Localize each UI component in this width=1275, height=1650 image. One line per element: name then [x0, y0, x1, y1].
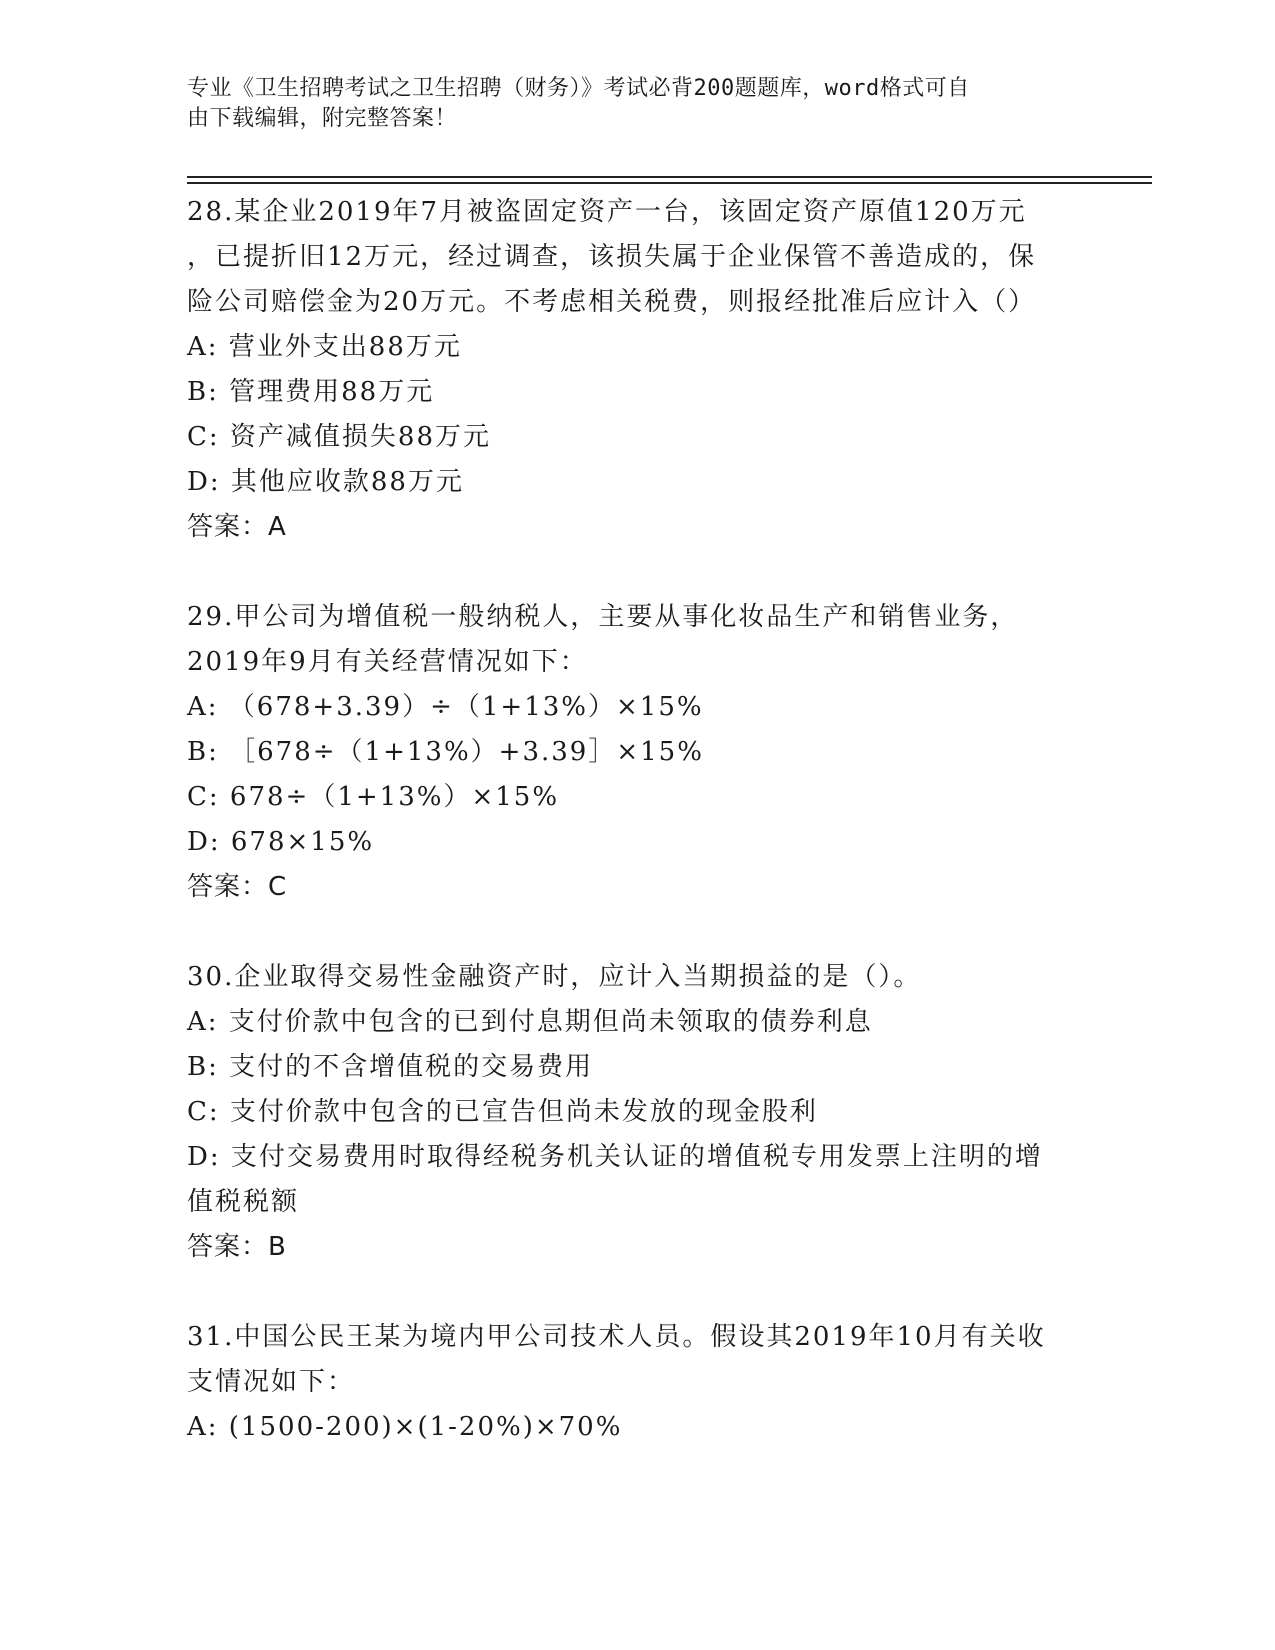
option-a: A: (1500-200)×(1-20%)×70% [187, 1412, 623, 1442]
header-line-2: 由下载编辑，附完整答案！ [187, 106, 458, 131]
question-30 [187, 955, 1087, 1270]
question-stem-line: 30.企业取得交易性金融资产时，应计入当期损益的是（）。 [187, 962, 922, 992]
question-31 [187, 1315, 1087, 1450]
option-b: B: 支付的不含增值税的交易费用 [187, 1052, 594, 1082]
question-stem-line: 31.中国公民王某为境内甲公司技术人员。假设其2019年10月有关收 [187, 1322, 1046, 1352]
option-c: C: 支付价款中包含的已宣告但尚未发放的现金股利 [187, 1097, 818, 1127]
option-d: D: 支付交易费用时取得经税务机关认证的增值税专用发票上注明的增 [187, 1142, 1043, 1172]
answer-line: 答案：C [187, 872, 288, 902]
spacer [187, 910, 1087, 955]
question-list [187, 190, 1087, 1450]
option-b: B: 管理费用88万元 [187, 377, 435, 407]
question-28 [187, 190, 1087, 550]
header-divider-bottom [187, 182, 1152, 184]
option-d: D: 其他应收款88万元 [187, 467, 464, 497]
spacer [187, 1270, 1087, 1315]
option-d: D: 678×15% [187, 827, 375, 857]
question-stem-line: 2019年9月有关经营情况如下： [187, 647, 588, 677]
document-header [187, 74, 1067, 134]
question-stem-line: 支情况如下： [187, 1367, 356, 1397]
header-line-1: 专业《卫生招聘考试之卫生招聘（财务）》考试必背200题题库，word格式可自 [187, 76, 970, 101]
option-a: A: （678+3.39）÷（1+13%）×15% [187, 692, 704, 722]
option-c: C: 678÷（1+13%）×15% [187, 782, 560, 812]
option-d-continued: 值税税额 [187, 1187, 300, 1217]
option-b: B: ［678÷（1+13%）+3.39］×15% [187, 737, 704, 767]
spacer [187, 550, 1087, 595]
option-a: A: 营业外支出88万元 [187, 332, 462, 362]
answer-line: 答案：A [187, 512, 287, 542]
question-stem-line: 28.某企业2019年7月被盗固定资产一台，该固定资产原值120万元 [187, 197, 1027, 227]
question-29 [187, 595, 1087, 910]
header-divider-top [187, 176, 1152, 178]
question-stem-line: ，已提折旧12万元，经过调查，该损失属于企业保管不善造成的，保 [187, 242, 1037, 272]
option-a: A: 支付价款中包含的已到付息期但尚未领取的债券利息 [187, 1007, 873, 1037]
option-c: C: 资产减值损失88万元 [187, 422, 492, 452]
question-stem-line: 29.甲公司为增值税一般纳税人，主要从事化妆品生产和销售业务， [187, 602, 1019, 632]
answer-line: 答案：B [187, 1232, 287, 1262]
question-stem-line: 险公司赔偿金为20万元。不考虑相关税费，则报经批准后应计入（） [187, 287, 1037, 317]
